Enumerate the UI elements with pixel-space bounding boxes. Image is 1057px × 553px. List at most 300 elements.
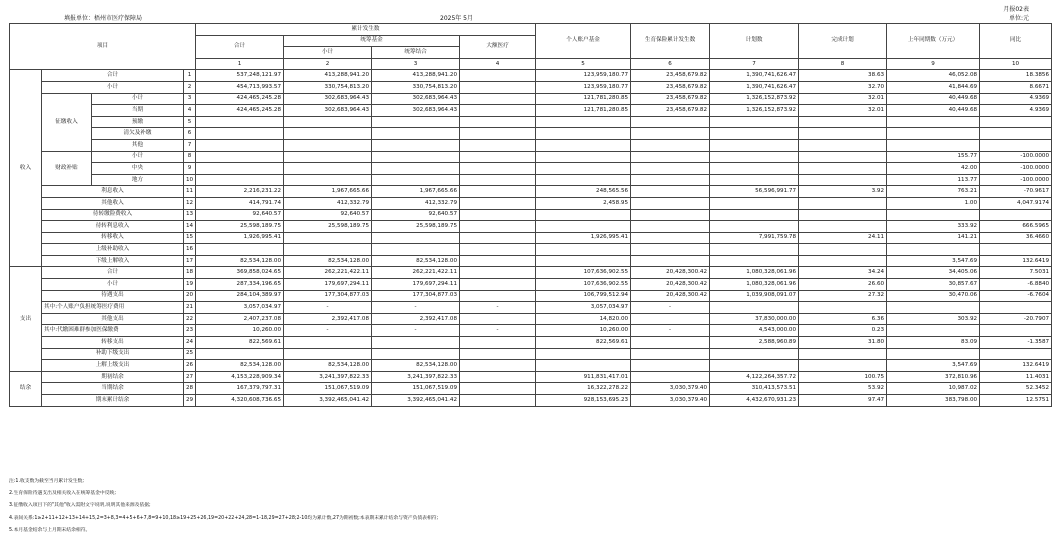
data-cell: 177,304,877.03 bbox=[284, 290, 372, 302]
data-cell bbox=[196, 128, 284, 140]
data-cell bbox=[460, 290, 536, 302]
data-cell bbox=[372, 151, 460, 163]
data-cell bbox=[631, 232, 710, 244]
data-cell: 822,569.61 bbox=[536, 337, 631, 349]
data-cell: 177,304,877.03 bbox=[372, 290, 460, 302]
data-cell: 10,260.00 bbox=[536, 325, 631, 337]
data-cell bbox=[536, 244, 631, 256]
row-label: 中央 bbox=[92, 163, 184, 175]
data-cell bbox=[710, 360, 799, 372]
table-row bbox=[10, 325, 1052, 337]
data-cell bbox=[460, 221, 536, 233]
data-cell bbox=[980, 302, 1052, 314]
data-cell: 34.24 bbox=[799, 267, 887, 279]
fund-report-table bbox=[9, 23, 1052, 407]
report-date: 2025年 5月 bbox=[440, 15, 473, 22]
data-cell: 1,967,665.66 bbox=[284, 186, 372, 198]
data-cell: 42.00 bbox=[887, 163, 980, 175]
row-label: 转移支出 bbox=[42, 337, 184, 349]
data-cell: 107,636,902.55 bbox=[536, 279, 631, 291]
data-cell bbox=[536, 163, 631, 175]
data-cell bbox=[460, 81, 536, 93]
row-label: 当期 bbox=[92, 105, 184, 117]
last-year-header: 上年同期数（万元） bbox=[887, 24, 980, 59]
data-cell: 121,781,280.85 bbox=[536, 105, 631, 117]
data-cell: 151,067,519.09 bbox=[372, 383, 460, 395]
data-cell bbox=[284, 151, 372, 163]
data-cell bbox=[372, 348, 460, 360]
section-balance: 结余 bbox=[10, 371, 42, 406]
data-cell: 3,057,034.97 bbox=[536, 302, 631, 314]
data-cell: - bbox=[284, 302, 372, 314]
data-cell: 4,320,608,736.65 bbox=[196, 395, 284, 407]
data-cell: 14,820.00 bbox=[536, 313, 631, 325]
data-cell bbox=[460, 244, 536, 256]
data-cell bbox=[460, 163, 536, 175]
data-cell: - bbox=[460, 325, 536, 337]
row-number: 13 bbox=[184, 209, 196, 221]
data-cell bbox=[460, 279, 536, 291]
table-row bbox=[10, 116, 1052, 128]
data-cell: 107,636,902.55 bbox=[536, 267, 631, 279]
data-cell: 36.4660 bbox=[980, 232, 1052, 244]
data-cell: 1,080,328,061.96 bbox=[710, 267, 799, 279]
row-label: 其他 bbox=[92, 139, 184, 151]
data-cell: - bbox=[372, 325, 460, 337]
row-number: 25 bbox=[184, 348, 196, 360]
data-cell: 302,683,964.43 bbox=[284, 105, 372, 117]
data-cell: 82,534,128.00 bbox=[372, 360, 460, 372]
table-row bbox=[10, 267, 1052, 279]
data-cell: 121,781,280.85 bbox=[536, 93, 631, 105]
data-cell: 40,449.68 bbox=[887, 105, 980, 117]
row-label: 期末累计结余 bbox=[42, 395, 184, 407]
data-cell: 132.6419 bbox=[980, 360, 1052, 372]
data-cell: 4,153,228,909.34 bbox=[196, 371, 284, 383]
data-cell: 20,428,300.42 bbox=[631, 290, 710, 302]
subtotal-header: 小计 bbox=[284, 47, 372, 59]
data-cell: 2,392,417.08 bbox=[372, 313, 460, 325]
data-cell: 330,754,813.20 bbox=[372, 81, 460, 93]
section-income: 收入 bbox=[10, 70, 42, 267]
row-number: 23 bbox=[184, 325, 196, 337]
data-cell: 3,547.69 bbox=[887, 255, 980, 267]
row-number: 10 bbox=[184, 174, 196, 186]
row-number: 3 bbox=[184, 93, 196, 105]
row-number: 20 bbox=[184, 290, 196, 302]
pooled-combined-header: 统筹结合 bbox=[372, 47, 460, 59]
row-number: 29 bbox=[184, 395, 196, 407]
currency-unit: 单位:元 bbox=[1008, 15, 1029, 22]
row-label: 地方 bbox=[92, 174, 184, 186]
data-cell: 303.92 bbox=[887, 313, 980, 325]
data-cell bbox=[460, 105, 536, 117]
data-cell bbox=[372, 337, 460, 349]
row-number: 4 bbox=[184, 105, 196, 117]
data-cell: 928,153,695.23 bbox=[536, 395, 631, 407]
data-cell: 141.21 bbox=[887, 232, 980, 244]
row-number: 15 bbox=[184, 232, 196, 244]
data-cell bbox=[460, 93, 536, 105]
data-cell bbox=[980, 244, 1052, 256]
data-cell: 167,379,797.31 bbox=[196, 383, 284, 395]
plan-header: 计划数 bbox=[710, 24, 799, 59]
data-cell: 92,640.57 bbox=[284, 209, 372, 221]
data-cell bbox=[799, 197, 887, 209]
data-cell bbox=[631, 151, 710, 163]
data-cell bbox=[536, 209, 631, 221]
data-cell: 302,683,964.43 bbox=[372, 93, 460, 105]
data-cell: 1,926,995.41 bbox=[196, 232, 284, 244]
data-cell bbox=[460, 395, 536, 407]
group-subsidy: 财政补贴 bbox=[42, 151, 92, 186]
column-number: 8 bbox=[799, 58, 887, 70]
data-cell: 83.09 bbox=[887, 337, 980, 349]
data-cell bbox=[799, 244, 887, 256]
data-cell: 32.70 bbox=[799, 81, 887, 93]
row-number: 2 bbox=[184, 81, 196, 93]
data-cell: 32.01 bbox=[799, 93, 887, 105]
data-cell: 32.01 bbox=[799, 105, 887, 117]
data-cell: 4.9369 bbox=[980, 105, 1052, 117]
data-cell: 97.47 bbox=[799, 395, 887, 407]
data-cell bbox=[460, 313, 536, 325]
data-cell bbox=[460, 174, 536, 186]
data-cell: 763.21 bbox=[887, 186, 980, 198]
column-number: 4 bbox=[460, 58, 536, 70]
data-cell bbox=[536, 174, 631, 186]
data-cell bbox=[799, 163, 887, 175]
column-number: 10 bbox=[980, 58, 1052, 70]
cumulative-header: 累计发生数 bbox=[196, 24, 536, 36]
column-number: 1 bbox=[196, 58, 284, 70]
data-cell bbox=[372, 116, 460, 128]
data-cell bbox=[710, 302, 799, 314]
row-number: 1 bbox=[184, 70, 196, 82]
data-cell: 106,799,512.94 bbox=[536, 290, 631, 302]
data-cell bbox=[196, 244, 284, 256]
data-cell: 3,392,465,041.42 bbox=[284, 395, 372, 407]
row-label: 预缴 bbox=[92, 116, 184, 128]
table-row bbox=[10, 302, 1052, 314]
data-cell: 3,547.69 bbox=[887, 360, 980, 372]
row-number: 11 bbox=[184, 186, 196, 198]
data-cell: 7,991,759.78 bbox=[710, 232, 799, 244]
data-cell: 414,791.74 bbox=[196, 197, 284, 209]
row-label: 小计 bbox=[92, 93, 184, 105]
data-cell: 30,470.06 bbox=[887, 290, 980, 302]
form-number: 月报02表 bbox=[1003, 6, 1029, 13]
data-cell bbox=[799, 255, 887, 267]
row-number: 21 bbox=[184, 302, 196, 314]
row-label: 转移收入 bbox=[42, 232, 184, 244]
data-cell bbox=[460, 360, 536, 372]
column-number: 9 bbox=[887, 58, 980, 70]
data-cell: 262,221,422.11 bbox=[372, 267, 460, 279]
data-cell bbox=[980, 139, 1052, 151]
data-cell bbox=[196, 139, 284, 151]
data-cell: 1,390,741,626.47 bbox=[710, 70, 799, 82]
data-cell: 4,122,264,357.72 bbox=[710, 371, 799, 383]
data-cell bbox=[536, 221, 631, 233]
row-label: 待转利息收入 bbox=[42, 221, 184, 233]
data-cell: - bbox=[460, 302, 536, 314]
data-cell bbox=[799, 128, 887, 140]
row-number: 14 bbox=[184, 221, 196, 233]
footnote-line: 5.本月基金结余与上月期末结余相符。 bbox=[9, 527, 91, 533]
data-cell: 16,322,278.22 bbox=[536, 383, 631, 395]
data-cell bbox=[631, 163, 710, 175]
row-number: 18 bbox=[184, 267, 196, 279]
data-cell bbox=[284, 232, 372, 244]
data-cell bbox=[460, 139, 536, 151]
data-cell: 27.32 bbox=[799, 290, 887, 302]
column-number: 2 bbox=[284, 58, 372, 70]
row-label: 其中:个人账户负担统筹医疗费用 bbox=[42, 302, 184, 314]
data-cell: 2,588,960.89 bbox=[710, 337, 799, 349]
data-cell bbox=[460, 186, 536, 198]
data-cell: 537,248,121.97 bbox=[196, 70, 284, 82]
data-cell: - bbox=[631, 325, 710, 337]
row-number: 8 bbox=[184, 151, 196, 163]
data-cell bbox=[710, 348, 799, 360]
data-cell: 4.9369 bbox=[980, 93, 1052, 105]
data-cell: 23,458,679.82 bbox=[631, 93, 710, 105]
data-cell bbox=[887, 302, 980, 314]
table-row bbox=[10, 348, 1052, 360]
data-cell bbox=[460, 255, 536, 267]
data-cell: 412,332.79 bbox=[372, 197, 460, 209]
row-label: 小计 bbox=[42, 81, 184, 93]
data-cell: 82,534,128.00 bbox=[196, 360, 284, 372]
data-cell: 0.23 bbox=[799, 325, 887, 337]
personal-account-header: 个人账户基金 bbox=[536, 24, 631, 59]
row-label: 期初结余 bbox=[42, 371, 184, 383]
data-cell: 31.80 bbox=[799, 337, 887, 349]
data-cell bbox=[799, 139, 887, 151]
data-cell: 23,458,679.82 bbox=[631, 105, 710, 117]
data-cell bbox=[631, 348, 710, 360]
data-cell bbox=[799, 221, 887, 233]
data-cell: 25,598,189.75 bbox=[372, 221, 460, 233]
data-cell bbox=[284, 348, 372, 360]
row-label: 待遇支出 bbox=[42, 290, 184, 302]
data-cell: 82,534,128.00 bbox=[196, 255, 284, 267]
row-label: 上级补助收入 bbox=[42, 244, 184, 256]
data-cell bbox=[460, 70, 536, 82]
row-number: 7 bbox=[184, 139, 196, 151]
data-cell bbox=[536, 128, 631, 140]
table-row bbox=[10, 383, 1052, 395]
data-cell bbox=[284, 174, 372, 186]
data-cell: 26.60 bbox=[799, 279, 887, 291]
data-cell: 52.3452 bbox=[980, 383, 1052, 395]
data-cell bbox=[887, 325, 980, 337]
data-cell: 372,810.96 bbox=[887, 371, 980, 383]
data-cell bbox=[887, 139, 980, 151]
row-label: 当期结余 bbox=[42, 383, 184, 395]
data-cell: 2,216,231.22 bbox=[196, 186, 284, 198]
data-cell: 100.75 bbox=[799, 371, 887, 383]
data-cell bbox=[460, 337, 536, 349]
data-cell: 11.4031 bbox=[980, 371, 1052, 383]
data-cell bbox=[284, 244, 372, 256]
data-cell: 82,534,128.00 bbox=[372, 255, 460, 267]
data-cell bbox=[887, 244, 980, 256]
data-cell: - bbox=[284, 325, 372, 337]
data-cell bbox=[980, 128, 1052, 140]
data-cell bbox=[631, 255, 710, 267]
data-cell: 20,428,300.42 bbox=[631, 267, 710, 279]
data-cell bbox=[631, 313, 710, 325]
data-cell: 302,683,964.43 bbox=[372, 105, 460, 117]
data-cell bbox=[284, 337, 372, 349]
table-row bbox=[10, 360, 1052, 372]
data-cell: 4,432,670,931.23 bbox=[710, 395, 799, 407]
data-cell: 23,458,679.82 bbox=[631, 81, 710, 93]
data-cell bbox=[196, 348, 284, 360]
row-label: 其中:代缴困难群参加医保缴费 bbox=[42, 325, 184, 337]
data-cell bbox=[710, 197, 799, 209]
data-cell: 34,405.06 bbox=[887, 267, 980, 279]
yoy-header: 同比 bbox=[980, 24, 1052, 59]
data-cell: 132.6419 bbox=[980, 255, 1052, 267]
footnote-line: 2.生育保险待遇支出及相关收入在统筹基金中反映; bbox=[9, 491, 116, 497]
table-row bbox=[10, 163, 1052, 175]
table-row bbox=[10, 209, 1052, 221]
data-cell: 3,030,379.40 bbox=[631, 383, 710, 395]
table-row bbox=[10, 371, 1052, 383]
data-cell: 3,241,397,822.33 bbox=[284, 371, 372, 383]
row-number: 19 bbox=[184, 279, 196, 291]
data-cell bbox=[980, 116, 1052, 128]
table-row bbox=[10, 221, 1052, 233]
data-cell: 911,831,417.01 bbox=[536, 371, 631, 383]
data-cell: 1,390,741,626.47 bbox=[710, 81, 799, 93]
data-cell: -70.9617 bbox=[980, 186, 1052, 198]
row-number: 22 bbox=[184, 313, 196, 325]
data-cell bbox=[710, 209, 799, 221]
data-cell: 666.5965 bbox=[980, 221, 1052, 233]
row-number: 27 bbox=[184, 371, 196, 383]
row-label: 清欠及补缴 bbox=[92, 128, 184, 140]
data-cell bbox=[372, 163, 460, 175]
data-cell bbox=[631, 186, 710, 198]
data-cell: 41,844.69 bbox=[887, 81, 980, 93]
data-cell bbox=[196, 163, 284, 175]
data-cell: 330,754,813.20 bbox=[284, 81, 372, 93]
data-cell: 1.00 bbox=[887, 197, 980, 209]
data-cell bbox=[372, 244, 460, 256]
pooled-fund-header: 统筹基金 bbox=[284, 35, 460, 47]
data-cell bbox=[710, 163, 799, 175]
data-cell bbox=[196, 151, 284, 163]
table-row bbox=[10, 290, 1052, 302]
data-cell: 179,697,294.11 bbox=[372, 279, 460, 291]
row-number: 6 bbox=[184, 128, 196, 140]
data-cell bbox=[460, 209, 536, 221]
data-cell bbox=[799, 116, 887, 128]
footnote-line: 4.表间关系:1≥2+11+12+13+14+15,2=3+8,3=4+5+6+7,8=9+10,18≥19+25+26,19=20+22+24,28=1-18,29=27+28;2-10均为累计数,27为期初数;本表期末累计结余与资产负债表相符; bbox=[9, 515, 439, 521]
table-row bbox=[10, 93, 1052, 105]
data-cell bbox=[799, 348, 887, 360]
data-cell: 18.3856 bbox=[980, 70, 1052, 82]
footnote-line: 注:1.收支数为截至当月累计发生数; bbox=[9, 479, 84, 484]
data-cell: 413,288,941.20 bbox=[372, 70, 460, 82]
table-row bbox=[10, 105, 1052, 117]
column-number: 5 bbox=[536, 58, 631, 70]
item-header: 项目 bbox=[10, 24, 196, 70]
data-cell: 25,598,189.75 bbox=[196, 221, 284, 233]
data-cell bbox=[536, 360, 631, 372]
data-cell: 424,465,245.28 bbox=[196, 105, 284, 117]
data-cell: 123,959,180.77 bbox=[536, 81, 631, 93]
group-levy: 征缴收入 bbox=[42, 93, 92, 151]
data-cell: 10,260.00 bbox=[196, 325, 284, 337]
data-cell: 25,598,189.75 bbox=[284, 221, 372, 233]
table-row bbox=[10, 174, 1052, 186]
data-cell: 3,057,034.97 bbox=[196, 302, 284, 314]
data-cell: 2,407,237.08 bbox=[196, 313, 284, 325]
data-cell bbox=[460, 383, 536, 395]
row-number: 12 bbox=[184, 197, 196, 209]
data-cell bbox=[980, 348, 1052, 360]
table-row bbox=[10, 151, 1052, 163]
data-cell: 1,326,152,873.92 bbox=[710, 93, 799, 105]
data-cell: - bbox=[372, 302, 460, 314]
data-cell: 1,039,908,091.07 bbox=[710, 290, 799, 302]
row-label: 下级上解收入 bbox=[42, 255, 184, 267]
row-label: 其他支出 bbox=[42, 313, 184, 325]
data-cell: - bbox=[631, 302, 710, 314]
row-number: 28 bbox=[184, 383, 196, 395]
data-cell bbox=[536, 151, 631, 163]
data-cell: -1.3587 bbox=[980, 337, 1052, 349]
table-row bbox=[10, 197, 1052, 209]
data-cell: 92,640.57 bbox=[196, 209, 284, 221]
data-cell: 20,428,300.42 bbox=[631, 279, 710, 291]
data-cell: 8.6671 bbox=[980, 81, 1052, 93]
data-cell: 2,392,417.08 bbox=[284, 313, 372, 325]
data-cell bbox=[536, 116, 631, 128]
row-label: 待转缴险费收入 bbox=[42, 209, 184, 221]
table-row bbox=[10, 337, 1052, 349]
data-cell: 56,596,991.77 bbox=[710, 186, 799, 198]
data-cell bbox=[536, 139, 631, 151]
data-cell: 413,288,941.20 bbox=[284, 70, 372, 82]
table-row bbox=[10, 128, 1052, 140]
row-label: 合计 bbox=[42, 267, 184, 279]
data-cell bbox=[196, 174, 284, 186]
data-cell bbox=[631, 197, 710, 209]
data-cell: 151,067,519.09 bbox=[284, 383, 372, 395]
data-cell bbox=[887, 348, 980, 360]
data-cell: -20.7907 bbox=[980, 313, 1052, 325]
data-cell bbox=[460, 267, 536, 279]
data-cell: 1,080,328,061.96 bbox=[710, 279, 799, 291]
data-cell bbox=[980, 325, 1052, 337]
data-cell bbox=[460, 151, 536, 163]
data-cell bbox=[631, 221, 710, 233]
data-cell: 24.11 bbox=[799, 232, 887, 244]
data-cell bbox=[799, 174, 887, 186]
data-cell: 3,030,379.40 bbox=[631, 395, 710, 407]
table-row bbox=[10, 279, 1052, 291]
data-cell: 424,465,245.28 bbox=[196, 93, 284, 105]
data-cell bbox=[887, 116, 980, 128]
row-label: 其他收入 bbox=[42, 197, 184, 209]
data-cell: -100.0000 bbox=[980, 174, 1052, 186]
